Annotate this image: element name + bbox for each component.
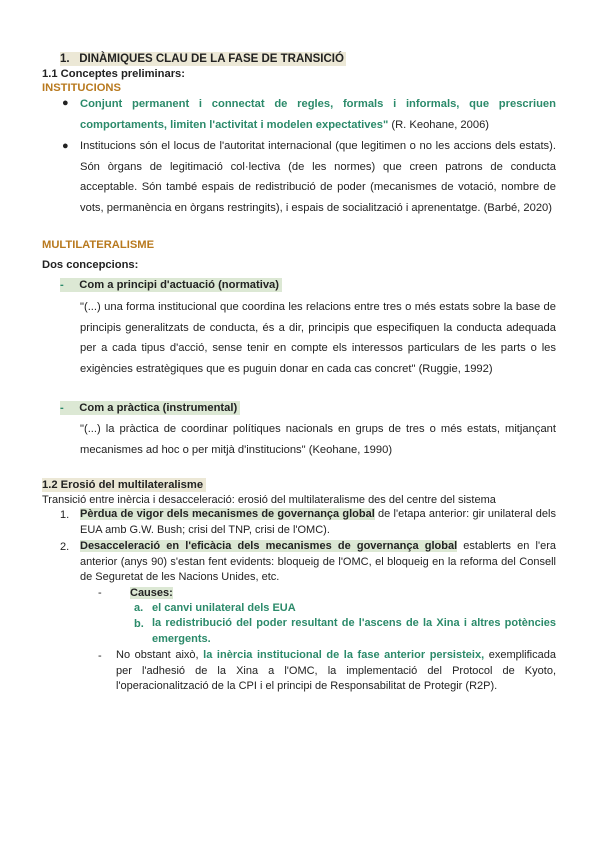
institucions-definition (80, 94, 556, 135)
bullet-dot: ● (62, 140, 69, 152)
definition-quote: Conjunt permanent i connectat de regles, formals i informals, que prescriuen comportaments, limiten l'activitat i modelen expectatives" (80, 98, 556, 131)
item-2-text: establerts en l'era anterior (anys 90) s'estan fent evidents: bloqueig de l'OMC, el bloqueig en la reforma del Consell de Seguretat de les Nacions Unides, etc. (80, 540, 556, 583)
causes-label: Causes: (130, 587, 173, 599)
inercia-paragraph (116, 648, 556, 695)
item-number: 2. (60, 541, 70, 553)
section-title: DINÀMIQUES CLAU DE LA FASE DE TRANSICIÓ (79, 53, 344, 65)
concepcio-normativa (60, 278, 282, 292)
item-number: 1. (60, 509, 70, 521)
numbered-item-2 (80, 539, 556, 586)
section-1-2-intro: Transició entre inèrcia i desacceleració: erosió del multilateralisme des del centre del sistema (42, 494, 496, 506)
numbered-item-1 (80, 507, 556, 538)
inercia-lead: No obstant això, (116, 649, 204, 661)
ruggie-quote: "(...) una forma institucional que coordina les relacions entre tres o més estats sobre la base de principis generalitzats de conducta, és a dir, principis que especifiquen la conducta adequada per a cada tipus d'acció, sense tenir en compte els interessos particulars de les parts o les exigències estratègiques que es puguin donar en cada cas concret" (Ruggie, 1992) (80, 301, 556, 375)
concepcio-instrumental-label: Com a pràctica (instrumental) (79, 402, 238, 414)
institucions-description: Institucions són el locus de l'autoritat internacional (que legitimen o no les accions dels estats). Són òrgans de legitimació col·lectiva (de les normes) que creen patrons de conducta acceptable. Són també espais de redistribució de poder (mecanismes de votació, nombre de vots, permanència en òrgans restringits), i espais de socialització i aprenentatge. (Barbé, 2020) (80, 140, 556, 214)
bullet-dot: ● (62, 97, 69, 109)
dos-concepcions: Dos concepcions: (42, 259, 139, 271)
cause-a-text: el canvi unilateral dels EUA (152, 602, 296, 614)
subsection-heading-1-2: 1.2 Erosió del multilateralisme (42, 478, 206, 492)
concepcio-instrumental (60, 401, 240, 415)
dash-mark: - (98, 650, 102, 662)
cause-a-mark: a. (134, 602, 144, 614)
definition-citation: (R. Keohane, 2006) (388, 118, 490, 131)
multilateralisme-label: MULTILATERALISME (42, 239, 155, 251)
section-number: 1. (60, 53, 70, 65)
keohane-quote: "(...) la pràctica de coordinar polítiques nacionals en grups de tres o més estats, mitjançant mecanismes ad hoc o per mitjà d'institucions" (Keohane, 1990) (80, 423, 556, 456)
section-heading (60, 52, 346, 66)
subsection-heading-1-1: 1.1 Conceptes preliminars: (42, 68, 186, 80)
item-2-highlight: Desacceleració en l'eficàcia dels mecanismes de governança global (80, 540, 458, 552)
institucions-label: INSTITUCIONS (42, 82, 121, 94)
cause-b-mark: b. (134, 618, 144, 630)
concepcio-normativa-label: Com a principi d'actuació (normativa) (79, 279, 280, 291)
inercia-highlight: la inèrcia institucional de la fase anterior persisteix, (203, 649, 485, 661)
inercia-text: exemplificada per l'adhesió de la Xina a l'OMC, la implementació del Protocol de Kyoto, l'operacionalització de la CPI i el principi de Responsabilitat de Protegir (R2P). (116, 649, 556, 692)
cause-b-text: la redistribució del poder resultant de l'ascens de la Xina i altres potències emergents. (152, 617, 556, 645)
item-1-highlight: Pèrdua de vigor dels mecanismes de governança global (80, 508, 375, 520)
dash-mark: - (60, 402, 64, 414)
dash-mark: - (98, 587, 102, 599)
item-1-text: de l'etapa anterior: gir unilateral dels EUA amb G.W. Bush; crisi del TNP, crisi de l'OMC). (80, 508, 556, 536)
dash-mark: - (60, 279, 64, 291)
